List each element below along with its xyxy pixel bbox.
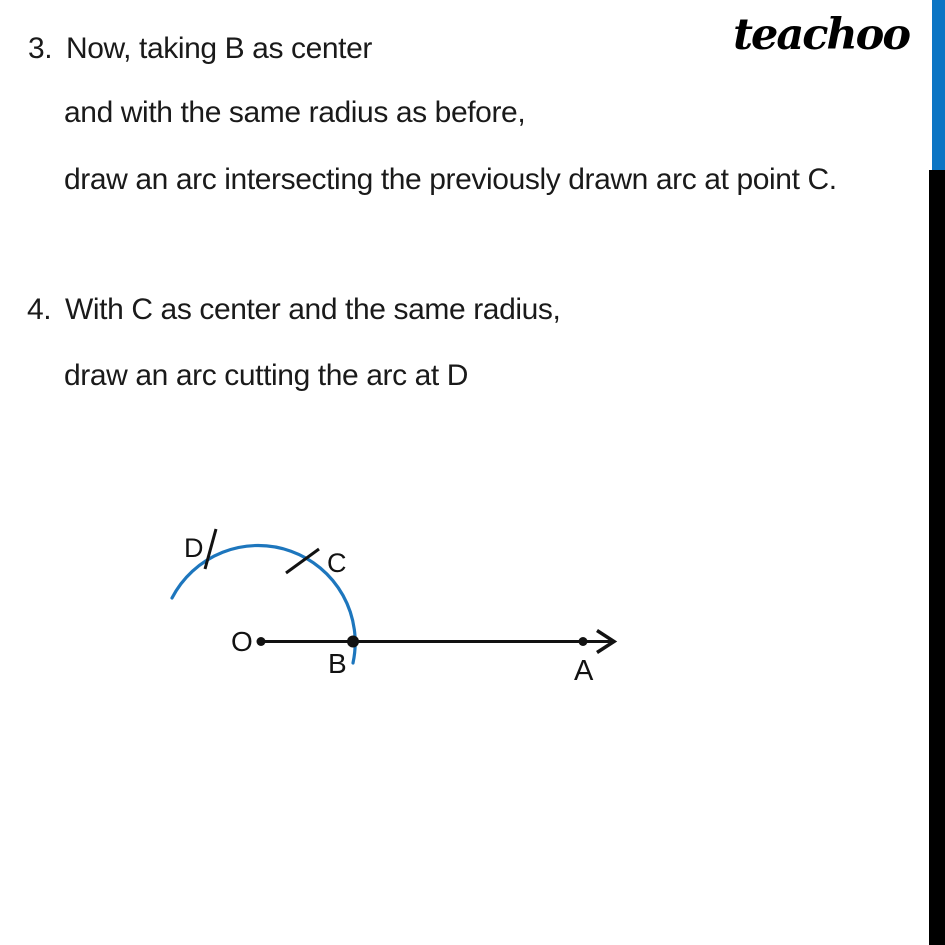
label-B: B	[328, 648, 347, 679]
label-C: C	[327, 548, 347, 578]
step3-line-3: draw an arc intersecting the previously drawn arc at point C.	[64, 163, 837, 196]
step3-number: 3.	[28, 32, 53, 65]
step3-line-2: and with the same radius as before,	[64, 96, 526, 129]
step3-line-1: Now, taking B as center	[66, 32, 372, 65]
teachoo-logo: teachoo	[733, 10, 909, 60]
label-A: A	[574, 655, 594, 687]
step4-line-1: With C as center and the same radius,	[65, 293, 561, 326]
point-O-dot	[257, 637, 266, 646]
label-D: D	[184, 533, 204, 563]
step4-number: 4.	[27, 293, 52, 326]
step4-line-2: draw an arc cutting the arc at D	[64, 359, 469, 392]
label-O: O	[231, 626, 253, 657]
point-A-dot	[579, 637, 588, 646]
tick-mark-D	[205, 529, 216, 569]
point-B-dot	[347, 636, 359, 648]
